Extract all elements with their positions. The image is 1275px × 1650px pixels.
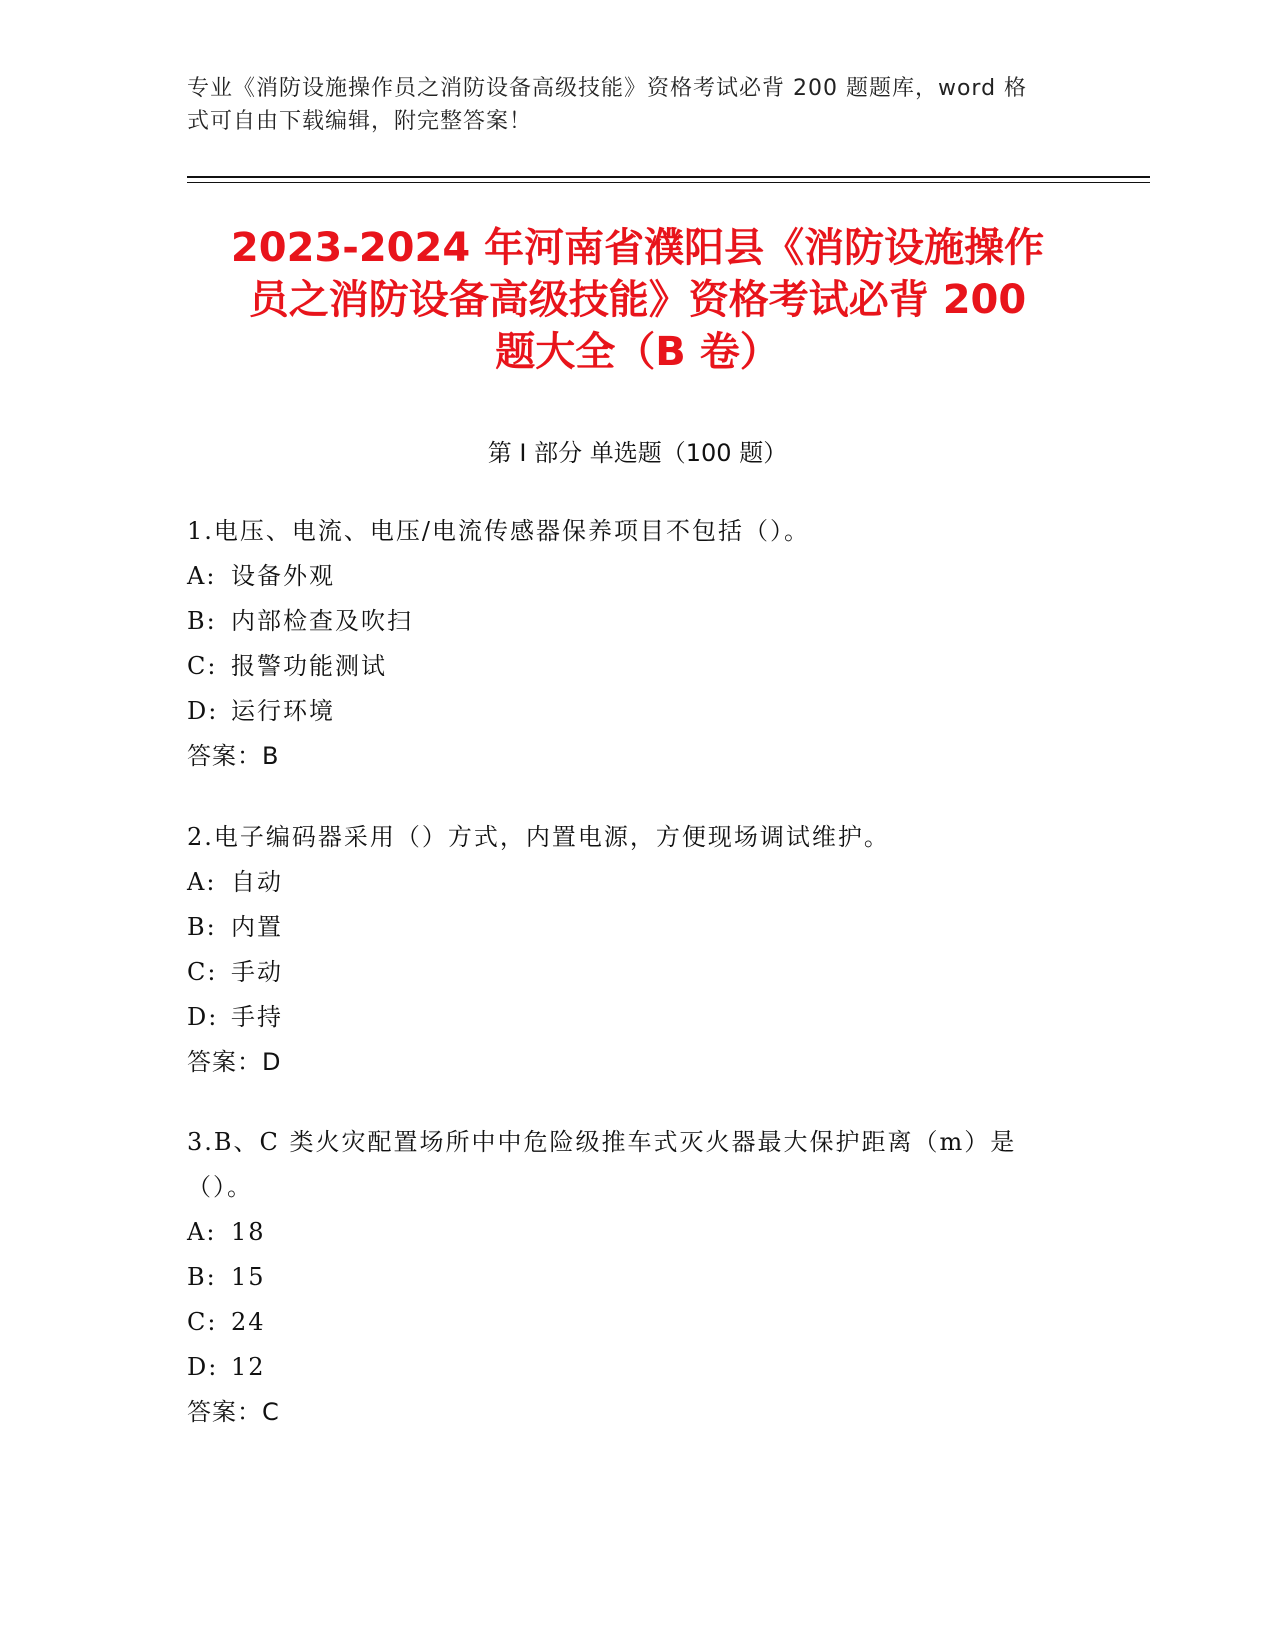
option-label: D:: [187, 1003, 219, 1031]
option-label: D:: [187, 1353, 219, 1381]
header-divider-thick: [187, 176, 1150, 178]
title-line: 员之消防设备高级技能》资格考试必背 200: [248, 277, 1027, 323]
option-d: [187, 689, 1087, 734]
option-text: 15: [231, 1263, 266, 1291]
option-text: 12: [231, 1353, 266, 1381]
option-label: C:: [187, 1308, 218, 1336]
option-c: [187, 644, 1087, 689]
option-label: C:: [187, 958, 218, 986]
option-text: 运行环境: [231, 697, 335, 725]
option-text: 报警功能测试: [231, 652, 387, 680]
answer-line: 答案：C: [187, 1398, 280, 1426]
option-text: 手动: [231, 958, 283, 986]
option-text: 设备外观: [231, 562, 335, 590]
question-stem: 1.电压、电流、电压/电流传感器保养项目不包括（）。: [187, 517, 810, 545]
option-c: [187, 950, 1087, 995]
option-label: A:: [187, 1218, 217, 1246]
option-label: C:: [187, 652, 218, 680]
header-note-line: 式可自由下载编辑，附完整答案！: [187, 109, 533, 134]
option-label: D:: [187, 697, 219, 725]
option-a: [187, 554, 1087, 599]
header-note-line: 专业《消防设施操作员之消防设备高级技能》资格考试必背 200 题题库，word 格: [187, 76, 1028, 101]
question-block: [187, 815, 1087, 1085]
option-b: [187, 599, 1087, 644]
answer-line: 答案：B: [187, 742, 280, 770]
option-label: B:: [187, 607, 217, 635]
header-divider-thin: [187, 182, 1150, 183]
section-title: 第 I 部分 单选题（100 题）: [487, 439, 788, 467]
option-text: 内置: [231, 913, 283, 941]
document-title: [187, 222, 1088, 378]
option-text: 内部检查及吹扫: [231, 607, 413, 635]
option-text: 24: [231, 1308, 266, 1336]
option-b: [187, 905, 1087, 950]
question-block: [187, 1120, 1067, 1435]
option-label: B:: [187, 1263, 217, 1291]
answer-line: 答案：D: [187, 1048, 282, 1076]
option-text: 手持: [231, 1003, 283, 1031]
option-a: [187, 860, 1087, 905]
option-label: A:: [187, 868, 217, 896]
option-text: 自动: [231, 868, 283, 896]
question-stem: 3.B、C 类火灾配置场所中中危险级推车式灭火器最大保护距离（m）是（）。: [187, 1128, 1017, 1201]
option-c: [187, 1300, 1067, 1345]
option-d: [187, 995, 1087, 1040]
option-a: [187, 1210, 1067, 1255]
option-label: B:: [187, 913, 217, 941]
title-line: 题大全（B 卷）: [495, 329, 780, 375]
option-d: [187, 1345, 1067, 1390]
title-line: 2023-2024 年河南省濮阳县《消防设施操作: [230, 225, 1045, 271]
question-block: [187, 509, 1087, 779]
option-label: A:: [187, 562, 217, 590]
option-text: 18: [231, 1218, 266, 1246]
question-stem: 2.电子编码器采用（）方式，内置电源，方便现场调试维护。: [187, 823, 890, 851]
header-note: [187, 72, 1067, 138]
option-b: [187, 1255, 1067, 1300]
